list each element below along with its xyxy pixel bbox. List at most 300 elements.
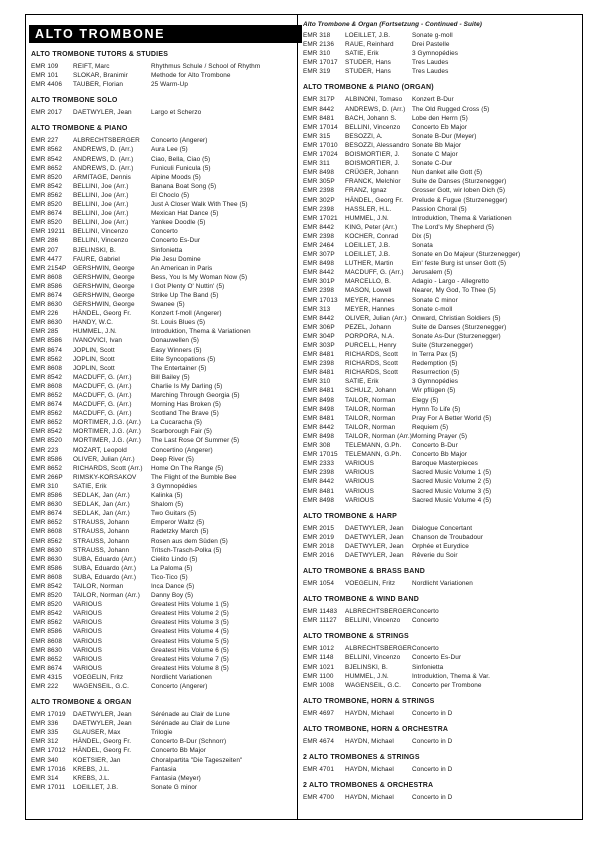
catalog-row: [31, 173, 293, 182]
emr-number: EMR 8520: [31, 592, 62, 600]
work-title: Aura Lee (5): [151, 146, 188, 154]
emr-number: EMR 207: [31, 246, 59, 254]
work-title: Resurrection (5): [412, 369, 460, 377]
emr-number: EMR 226: [31, 310, 59, 318]
composer: REIFT, Marc: [73, 63, 110, 70]
emr-number: EMR 17016: [31, 765, 66, 773]
emr-number: EMR 8498: [303, 432, 334, 440]
work-title: Deep River (5): [151, 455, 194, 463]
composer: BJELINSKI, B.: [73, 246, 116, 254]
section-title: 2 ALTO TROMBONES & STRINGS: [303, 754, 420, 761]
work-title: Sonate C-Dur: [412, 160, 453, 168]
emr-number: EMR 4700: [303, 794, 334, 802]
composer: DAETWYLER, Jean: [73, 711, 132, 719]
emr-number: EMR 2464: [303, 241, 334, 249]
composer: SCHULZ, Johann: [345, 387, 397, 395]
composer: VARIOUS: [73, 619, 102, 627]
composer: MEYER, Hannes: [345, 296, 395, 304]
composer: HAYDN, Michael: [345, 766, 394, 773]
work-title: Concerto Es-Dur: [151, 237, 201, 245]
catalog-row: [31, 464, 293, 473]
work-title: Concerto in D: [412, 737, 453, 745]
work-title: Radetzky March (5): [151, 528, 209, 536]
emr-number: EMR 305P: [303, 178, 335, 186]
work-title: In Terra Pax (5): [412, 351, 458, 359]
composer: VOEGELIN, Fritz: [73, 673, 124, 681]
catalog-row: [303, 607, 579, 616]
emr-number: EMR 8586: [31, 282, 62, 290]
catalog-row: [31, 509, 293, 518]
work-title: Ciao, Bella, Ciao (5): [151, 155, 211, 163]
work-title: Morning Prayer (5): [412, 432, 468, 440]
catalog-row: [31, 627, 293, 636]
catalog-row: [31, 482, 293, 491]
composer: CRÜGER, Johann: [345, 169, 399, 177]
work-title: I Got Plenty O' Nuttin' (5): [151, 282, 225, 290]
composer: ALBRECHTSBERGER: [345, 608, 412, 616]
composer: BJELINSKI, B.: [345, 663, 388, 671]
work-title: Bess, You Is My Woman Now (5): [151, 273, 248, 281]
catalog-row: [31, 373, 293, 382]
composer: BELLINI, Vincenzo: [73, 237, 129, 245]
emr-number: EMR 8542: [31, 373, 62, 381]
catalog-row: [31, 527, 293, 536]
work-title: Sacred Music Volume 4 (5): [412, 496, 492, 504]
composer: MORTIMER, J.G. (Arr.): [73, 437, 142, 445]
catalog-section: [303, 83, 579, 504]
emr-number: EMR 8562: [31, 191, 62, 199]
emr-number: EMR 17015: [303, 451, 338, 459]
emr-number: EMR 317P: [303, 96, 335, 104]
emr-number: EMR 8608: [31, 273, 62, 281]
emr-number: EMR 227: [31, 137, 59, 145]
composer: HÄNDEL, Georg Fr.: [73, 310, 132, 318]
catalog-row: [303, 341, 579, 350]
emr-number: EMR 8481: [303, 414, 334, 422]
emr-number: EMR 17019: [31, 711, 66, 719]
composer: BELLINI, Joe (Arr.): [73, 210, 129, 218]
catalog-row: [303, 616, 579, 625]
composer: MACDUFF, G. (Arr.): [73, 392, 132, 399]
catalog-row: [31, 164, 293, 173]
work-title: 25 Warm-Up: [151, 81, 188, 89]
catalog-row: [303, 542, 579, 551]
composer: PURCELL, Henry: [345, 342, 397, 349]
catalog-row: [31, 618, 293, 627]
emr-number: EMR 8442: [303, 478, 334, 486]
catalog-row: [31, 518, 293, 527]
work-title: Elite Syncopations (5): [151, 355, 216, 363]
work-title: Greatest Hits Volume 2 (5): [151, 610, 229, 618]
work-title: Choralpartita "Die Tageszeiten": [151, 756, 243, 764]
catalog-section: [303, 632, 579, 689]
emr-number: EMR 8586: [31, 337, 62, 345]
work-title: Greatest Hits Volume 4 (5): [151, 628, 229, 636]
catalog-row: [31, 346, 293, 355]
emr-number: EMR 318: [303, 32, 331, 39]
work-title: Concerto Bb Major: [412, 451, 467, 459]
work-title: Concerto (Angerer): [151, 683, 208, 690]
work-title: Sonate en Do Majeur (Sturzenegger): [412, 251, 521, 259]
right-column: [303, 20, 579, 802]
composer: DAETWYLER, Jean: [345, 524, 404, 532]
catalog-row: [303, 259, 579, 268]
composer: HÄNDEL, Georg Fr.: [73, 738, 132, 746]
composer: VARIOUS: [345, 460, 374, 468]
catalog-row: [31, 318, 293, 327]
catalog-row: [303, 141, 579, 150]
work-title: Trilogie: [151, 729, 173, 737]
emr-number: EMR 311: [303, 160, 330, 168]
catalog-row: [31, 737, 293, 746]
catalog-row: [31, 355, 293, 364]
catalog-row: [31, 400, 293, 409]
emr-number: EMR 2398: [303, 187, 334, 195]
emr-number: EMR 8630: [31, 301, 62, 309]
catalog-row: [303, 487, 579, 496]
catalog-row: [303, 468, 579, 477]
composer: ANDREWS, D. (Arr.): [73, 155, 134, 163]
catalog-row: [303, 205, 579, 214]
work-title: Hymn To Life (5): [412, 405, 461, 413]
work-title: La Paloma (5): [151, 564, 193, 572]
catalog-row: [31, 774, 293, 783]
work-title: Easy Winners (5): [151, 346, 202, 354]
composer: SUBA, Eduardo (Arr.): [73, 573, 137, 581]
work-title: Introduktion, Thema & Var.: [412, 672, 491, 680]
composer: GERSHWIN, George: [73, 301, 135, 309]
work-title: Yankee Doodle (5): [151, 219, 206, 227]
work-title: Suite de Danses (Sturzenegger): [412, 178, 507, 186]
emr-number: EMR 285: [31, 328, 59, 336]
catalog-row: [303, 159, 579, 168]
emr-number: EMR 304P: [303, 332, 335, 340]
work-title: Sonata: [412, 241, 433, 249]
catalog-section: [31, 96, 293, 117]
emr-number: EMR 302P: [303, 196, 335, 204]
catalog-row: [31, 756, 293, 765]
composer: VARIOUS: [73, 601, 102, 609]
catalog-row: [31, 418, 293, 427]
composer: RICHARDS, Scott: [345, 369, 398, 377]
composer: TAUBER, Florian: [73, 81, 124, 89]
catalog-section: [303, 697, 579, 718]
work-title: Dialogue Concertant: [412, 524, 473, 532]
catalog-row: [303, 67, 579, 76]
work-title: Just A Closer Walk With Thee (5): [151, 201, 248, 209]
catalog-row: [31, 309, 293, 318]
composer: VARIOUS: [345, 469, 374, 477]
work-title: Charlie Is My Darling (5): [151, 382, 223, 390]
work-title: Dix (5): [412, 232, 432, 240]
work-title: Morning Has Broken (5): [151, 401, 222, 409]
catalog-row: [31, 546, 293, 555]
composer: TAILOR, Norman: [345, 423, 396, 431]
composer: GERSHWIN, George: [73, 291, 135, 299]
composer: VARIOUS: [73, 646, 102, 654]
work-title: Sacred Music Volume 2 (5): [412, 478, 492, 486]
catalog-row: [31, 664, 293, 673]
work-title: Adagio - Largo - Allegretto: [412, 278, 489, 286]
composer: BOISMORTIER, J.: [345, 151, 400, 159]
catalog-row: [303, 405, 579, 414]
work-title: Fantasia: [151, 765, 177, 773]
catalog-section: [303, 512, 579, 560]
catalog-section: [31, 50, 293, 89]
composer: MASON, Lowell: [345, 287, 392, 295]
work-title: Concerto B-Dur: [412, 442, 458, 450]
emr-number: EMR 17021: [303, 214, 338, 222]
work-title: Redemption (5): [412, 360, 458, 368]
emr-number: EMR 8498: [303, 396, 334, 404]
composer: BELLINI, Vincenzo: [345, 654, 401, 662]
work-title: Baroque Masterpieces: [412, 460, 478, 468]
catalog-row: [31, 364, 293, 373]
composer: VARIOUS: [73, 655, 102, 663]
catalog-row: [303, 681, 579, 690]
emr-number: EMR 8520: [31, 601, 62, 609]
catalog-row: [31, 673, 293, 682]
catalog-row: [31, 108, 293, 117]
catalog-row: [31, 191, 293, 200]
composer: STUDER, Hans: [345, 68, 391, 76]
work-title: St. Louis Blues (5): [151, 319, 206, 327]
catalog-row: [303, 296, 579, 305]
emr-number: EMR 2398: [303, 360, 334, 368]
work-title: Concerto Eb Major: [412, 123, 467, 131]
work-title: Requiem (5): [412, 423, 449, 431]
emr-number: EMR 8520: [31, 201, 62, 209]
emr-number: EMR 8608: [31, 364, 62, 372]
composer: MEYER, Hannes: [345, 305, 395, 313]
section-title: ALTO TROMBONE, HORN & STRINGS: [303, 697, 435, 705]
catalog-row: [31, 637, 293, 646]
work-title: Konzert B-Dur: [412, 96, 454, 104]
catalog-row: [303, 196, 579, 205]
emr-number: EMR 17011: [31, 783, 66, 791]
catalog-row: [303, 441, 579, 450]
emr-number: EMR 17013: [303, 296, 338, 304]
catalog-section: [303, 753, 579, 774]
composer: STRAUSS, Johann: [73, 537, 130, 545]
composer: TAILOR, Norman: [345, 405, 396, 413]
emr-number: EMR 313: [303, 305, 331, 313]
composer: PEZEL, Johann: [345, 323, 392, 331]
emr-number: EMR 8542: [31, 428, 62, 436]
work-title: Tico-Tico (5): [151, 573, 188, 581]
work-title: Greatest Hits Volume 6 (5): [151, 646, 229, 654]
work-title: Mexican Hat Dance (5): [151, 210, 219, 218]
work-title: Wir pflügen (5): [412, 387, 456, 395]
catalog-row: [303, 737, 579, 746]
composer: VARIOUS: [73, 664, 102, 672]
work-title: Sonate G minor: [151, 783, 198, 791]
composer: KOCHER, Conrad: [345, 232, 399, 240]
emr-number: EMR 2398: [303, 287, 334, 295]
emr-number: EMR 17024: [303, 151, 338, 159]
work-title: Concertino (Angerer): [151, 446, 213, 454]
catalog-row: [31, 436, 293, 445]
work-title: Rêverie du Soir: [412, 551, 458, 559]
emr-number: EMR 301P: [303, 278, 335, 286]
section-title: ALTO TROMBONE TUTORS & STUDIES: [31, 51, 169, 58]
composer: DAETWYLER, Jean: [73, 720, 132, 728]
composer: FRANCK, Melchior: [345, 178, 401, 186]
emr-number: EMR 2136: [303, 41, 334, 49]
emr-number: EMR 8542: [31, 582, 62, 590]
work-title: Suite de Danses (Sturzenegger): [412, 323, 507, 331]
emr-number: EMR 8630: [31, 319, 62, 327]
emr-number: EMR 8442: [303, 223, 334, 231]
emr-number: EMR 2398: [303, 232, 334, 240]
composer: PORPORA, N.A.: [345, 332, 395, 340]
catalog-row: [303, 323, 579, 332]
work-title: Orphée et Eurydice: [412, 542, 469, 550]
catalog-row: [31, 336, 293, 345]
composer: FAURE, Gabriel: [73, 255, 120, 263]
emr-number: EMR 312: [31, 738, 59, 746]
catalog-row: [31, 145, 293, 154]
catalog-row: [31, 728, 293, 737]
composer: HUMMEL, J.N.: [345, 214, 389, 222]
catalog-row: [31, 71, 293, 80]
work-title: An American in Paris: [151, 264, 213, 272]
catalog-row: [31, 500, 293, 509]
emr-number: EMR 8481: [303, 487, 334, 495]
emr-number: EMR 306P: [303, 323, 335, 331]
catalog-row: [31, 591, 293, 600]
emr-number: EMR 8562: [31, 355, 62, 363]
work-title: Cielito Lindo (5): [151, 555, 198, 563]
work-title: Concerto in D: [412, 766, 453, 773]
emr-number: EMR 319: [303, 68, 331, 76]
emr-number: EMR 308: [303, 442, 331, 450]
work-title: Fantasia (Meyer): [151, 774, 201, 782]
composer: BACH, Johann S.: [345, 114, 397, 122]
catalog-row: [303, 672, 579, 681]
work-title: Sinfonietta: [412, 663, 444, 671]
catalog-section: [303, 725, 579, 746]
work-title: Rhythmus Schule / School of Rhythm: [151, 63, 261, 70]
emr-number: EMR 2154P: [31, 264, 67, 272]
work-title: Bill Bailey (5): [151, 373, 190, 381]
emr-number: EMR 8652: [31, 655, 62, 663]
composer: SEDLAK, Jan (Arr.): [73, 501, 130, 509]
composer: GLAUSER, Max: [73, 729, 121, 737]
work-title: Scarborough Fair (5): [151, 428, 212, 436]
work-title: Konzert f-moll (Angerer): [151, 310, 222, 318]
emr-number: EMR 8562: [31, 410, 62, 418]
catalog-row: [303, 232, 579, 241]
catalog-row: [31, 746, 293, 755]
work-title: 3 Gymnopédies: [412, 378, 459, 386]
composer: ALBRECHTSBERGER: [345, 645, 412, 653]
catalog-row: [31, 136, 293, 145]
work-title: Nordlicht Variationen: [151, 673, 212, 681]
catalog-row: [303, 268, 579, 277]
section-title: ALTO TROMBONE & HARP: [303, 512, 397, 520]
emr-number: EMR 307P: [303, 251, 335, 259]
work-title: Tritsch-Trasch-Polka (5): [151, 546, 222, 554]
work-title: Methode for Alto Trombone: [151, 72, 231, 80]
emr-number: EMR 8586: [31, 455, 62, 463]
catalog-row: [303, 377, 579, 386]
section-title: ALTO TROMBONE SOLO: [31, 97, 118, 105]
emr-number: EMR 1021: [303, 663, 334, 671]
work-title: Greatest Hits Volume 3 (5): [151, 619, 229, 627]
work-title: Funiculi Funicula (5): [151, 164, 211, 172]
catalog-row: [31, 655, 293, 664]
composer: TAILOR, Norman (Arr.): [73, 592, 140, 600]
catalog-row: [31, 600, 293, 609]
catalog-row: [303, 114, 579, 123]
emr-number: EMR 2015: [303, 524, 334, 532]
catalog-row: [303, 305, 579, 314]
composer: STRAUSS, Johann: [73, 546, 130, 554]
work-title: Suite (Sturzenegger): [412, 342, 473, 349]
composer: BESOZZI, A.: [345, 132, 383, 140]
catalog-section: [303, 595, 579, 625]
composer: OLIVER, Julian (Arr.): [345, 314, 407, 322]
emr-number: EMR 8442: [303, 269, 334, 277]
composer: BELLINI, Joe (Arr.): [73, 201, 129, 209]
composer: LOEILLET, J.B.: [345, 241, 391, 249]
catalog-row: [31, 427, 293, 436]
work-title: Greatest Hits Volume 1 (5): [151, 601, 229, 609]
work-title: El Choclo (5): [151, 191, 190, 199]
work-title: Inca Dance (5): [151, 582, 195, 590]
catalog-row: [31, 609, 293, 618]
emr-number: EMR 8586: [31, 564, 62, 572]
catalog-row: [303, 496, 579, 505]
work-title: Tres Laudes: [412, 59, 449, 67]
work-title: Drei Pastelle: [412, 41, 450, 49]
composer: LOEILLET, J.B.: [345, 251, 391, 259]
composer: HÄNDEL, Georg Fr.: [345, 196, 404, 204]
catalog-row: [303, 177, 579, 186]
composer: BELLINI, Vincenzo: [73, 228, 129, 236]
emr-number: EMR 4697: [303, 709, 334, 717]
catalog-row: [31, 710, 293, 719]
emr-number: EMR 109: [31, 63, 59, 70]
work-title: Jerusalem (5): [412, 269, 453, 277]
catalog-row: [303, 793, 579, 802]
emr-number: EMR 1100: [303, 672, 334, 680]
catalog-row: [303, 653, 579, 662]
work-title: Concerto B-Dur (Schnorr): [151, 738, 227, 746]
catalog-row: [31, 246, 293, 255]
emr-number: EMR 8481: [303, 114, 334, 122]
composer: HASSLER, H.L.: [345, 205, 392, 213]
catalog-row: [303, 286, 579, 295]
work-title: Tres Laudes: [412, 68, 449, 76]
emr-number: EMR 8520: [31, 173, 62, 181]
work-title: Nordlicht Variationen: [412, 580, 473, 588]
emr-number: EMR 1008: [303, 681, 334, 689]
work-title: Introduktion, Thema & Variationen: [151, 328, 251, 336]
emr-number: EMR 8630: [31, 555, 62, 563]
composer: GERSHWIN, George: [73, 282, 135, 290]
composer: VARIOUS: [73, 637, 102, 645]
work-title: Alpine Moods (5): [151, 173, 201, 181]
composer: VARIOUS: [345, 496, 374, 504]
work-title: Sonate B-Dur (Meyer): [412, 132, 477, 140]
work-title: Concerto: [412, 617, 439, 625]
composer: VOEGELIN, Fritz: [345, 580, 396, 588]
work-title: Concerto Es-Dur: [412, 654, 462, 662]
work-title: Swanee (5): [151, 301, 185, 309]
work-title: The Last Rose Of Summer (5): [151, 437, 240, 445]
